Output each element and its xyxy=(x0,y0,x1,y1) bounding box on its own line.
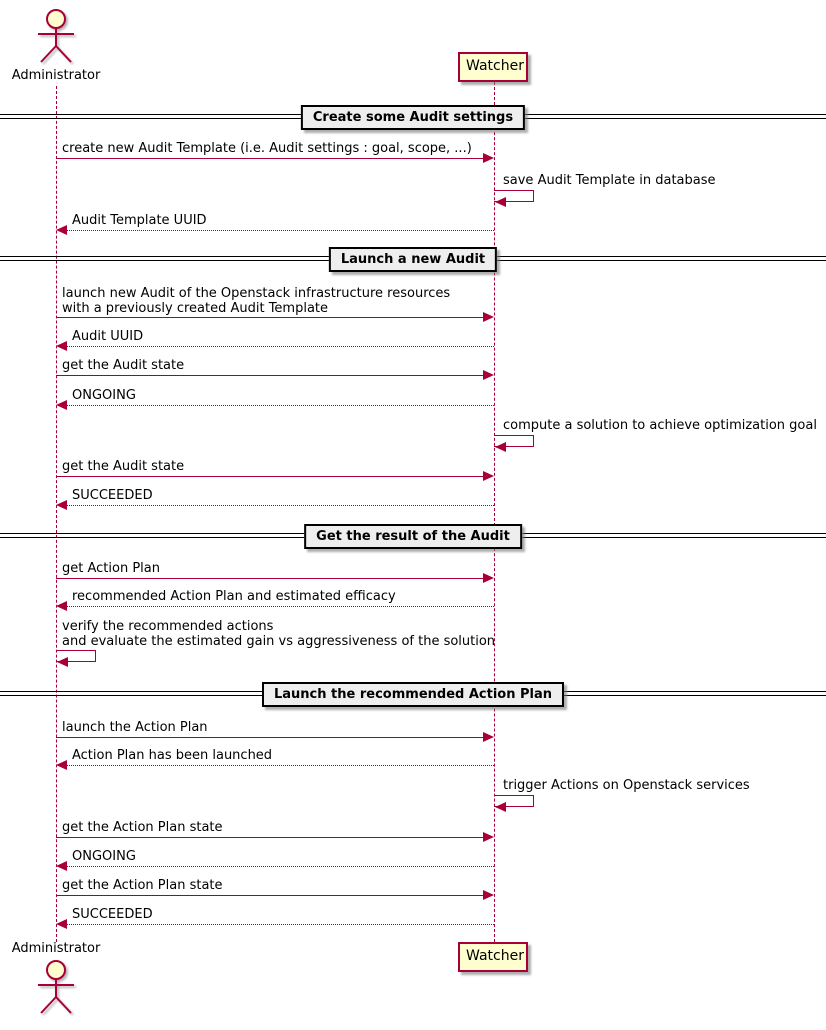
arrowhead-left-icon xyxy=(495,197,506,207)
message-label: Audit UUID xyxy=(72,329,144,344)
arrowhead-right-icon xyxy=(483,312,494,322)
administrator-label-top: Administrator xyxy=(11,68,101,83)
message-arrow xyxy=(56,578,486,579)
message-label: recommended Action Plan and estimated efficacy xyxy=(72,589,396,604)
message-label: ONGOING xyxy=(72,849,136,864)
administrator-actor-icon xyxy=(30,7,82,65)
message-label-line: and evaluate the estimated gain vs aggressiveness of the solution xyxy=(62,634,496,649)
message-arrow xyxy=(56,158,486,159)
arrowhead-right-icon xyxy=(483,153,494,163)
administrator-lifeline xyxy=(56,86,57,942)
divider-get-audit-result: Get the result of the Audit xyxy=(304,524,522,549)
arrowhead-left-icon xyxy=(56,919,67,929)
watcher-lifeline xyxy=(494,82,495,942)
message-label xyxy=(62,286,450,316)
watcher-box-bottom: Watcher xyxy=(458,942,528,972)
message-label: launch the Action Plan xyxy=(62,720,208,735)
message-label-line: verify the recommended actions xyxy=(62,619,274,634)
message-label: get the Action Plan state xyxy=(62,820,223,835)
arrowhead-left-icon xyxy=(56,225,67,235)
arrowhead-left-icon xyxy=(56,400,67,410)
message-arrow xyxy=(56,837,486,838)
message-label: create new Audit Template (i.e. Audit settings : goal, scope, ...) xyxy=(62,141,472,156)
message-arrow xyxy=(56,375,486,376)
message-label: save Audit Template in database xyxy=(503,173,716,188)
arrowhead-left-icon xyxy=(56,341,67,351)
message-arrow xyxy=(56,317,486,318)
divider-launch-new-audit: Launch a new Audit xyxy=(329,247,497,272)
message-label xyxy=(62,619,495,649)
message-label: get the Action Plan state xyxy=(62,878,223,893)
message-label-line: launch new Audit of the Openstack infrastructure resources xyxy=(62,286,451,301)
arrowhead-left-icon xyxy=(56,760,67,770)
message-arrow xyxy=(66,866,494,867)
arrowhead-right-icon xyxy=(483,732,494,742)
arrowhead-right-icon xyxy=(483,573,494,583)
arrowhead-right-icon xyxy=(483,471,494,481)
administrator-label-bottom: Administrator xyxy=(11,941,101,956)
message-arrow xyxy=(66,765,494,766)
message-label: get Action Plan xyxy=(62,561,160,576)
arrowhead-left-icon xyxy=(56,861,67,871)
message-label: get the Audit state xyxy=(62,358,185,373)
arrowhead-left-icon xyxy=(57,657,68,667)
arrowhead-right-icon xyxy=(483,832,494,842)
message-label: ONGOING xyxy=(72,388,136,403)
divider-launch-action-plan: Launch the recommended Action Plan xyxy=(262,682,564,707)
arrowhead-left-icon xyxy=(56,500,67,510)
arrowhead-left-icon xyxy=(495,802,506,812)
message-label: SUCCEEDED xyxy=(72,488,153,503)
divider-create-audit-settings: Create some Audit settings xyxy=(301,105,525,130)
message-label: trigger Actions on Openstack services xyxy=(503,778,750,793)
message-arrow xyxy=(66,230,494,231)
message-arrow xyxy=(66,606,494,607)
message-arrow xyxy=(56,895,486,896)
message-label: Audit Template UUID xyxy=(72,213,207,228)
message-arrow xyxy=(66,405,494,406)
administrator-actor-icon-bottom xyxy=(30,958,82,1016)
arrowhead-left-icon xyxy=(495,442,506,452)
watcher-box-top: Watcher xyxy=(458,52,528,82)
arrowhead-right-icon xyxy=(483,890,494,900)
message-arrow xyxy=(66,505,494,506)
message-arrow xyxy=(66,924,494,925)
message-label: get the Audit state xyxy=(62,459,185,474)
message-label: SUCCEEDED xyxy=(72,907,153,922)
message-arrow xyxy=(66,346,494,347)
arrowhead-left-icon xyxy=(56,601,67,611)
message-arrow xyxy=(56,737,486,738)
message-label-line: with a previously created Audit Template xyxy=(62,301,329,316)
message-label: compute a solution to achieve optimization goal xyxy=(503,418,817,433)
message-label: Action Plan has been launched xyxy=(72,748,273,763)
arrowhead-right-icon xyxy=(483,370,494,380)
message-arrow xyxy=(56,476,486,477)
